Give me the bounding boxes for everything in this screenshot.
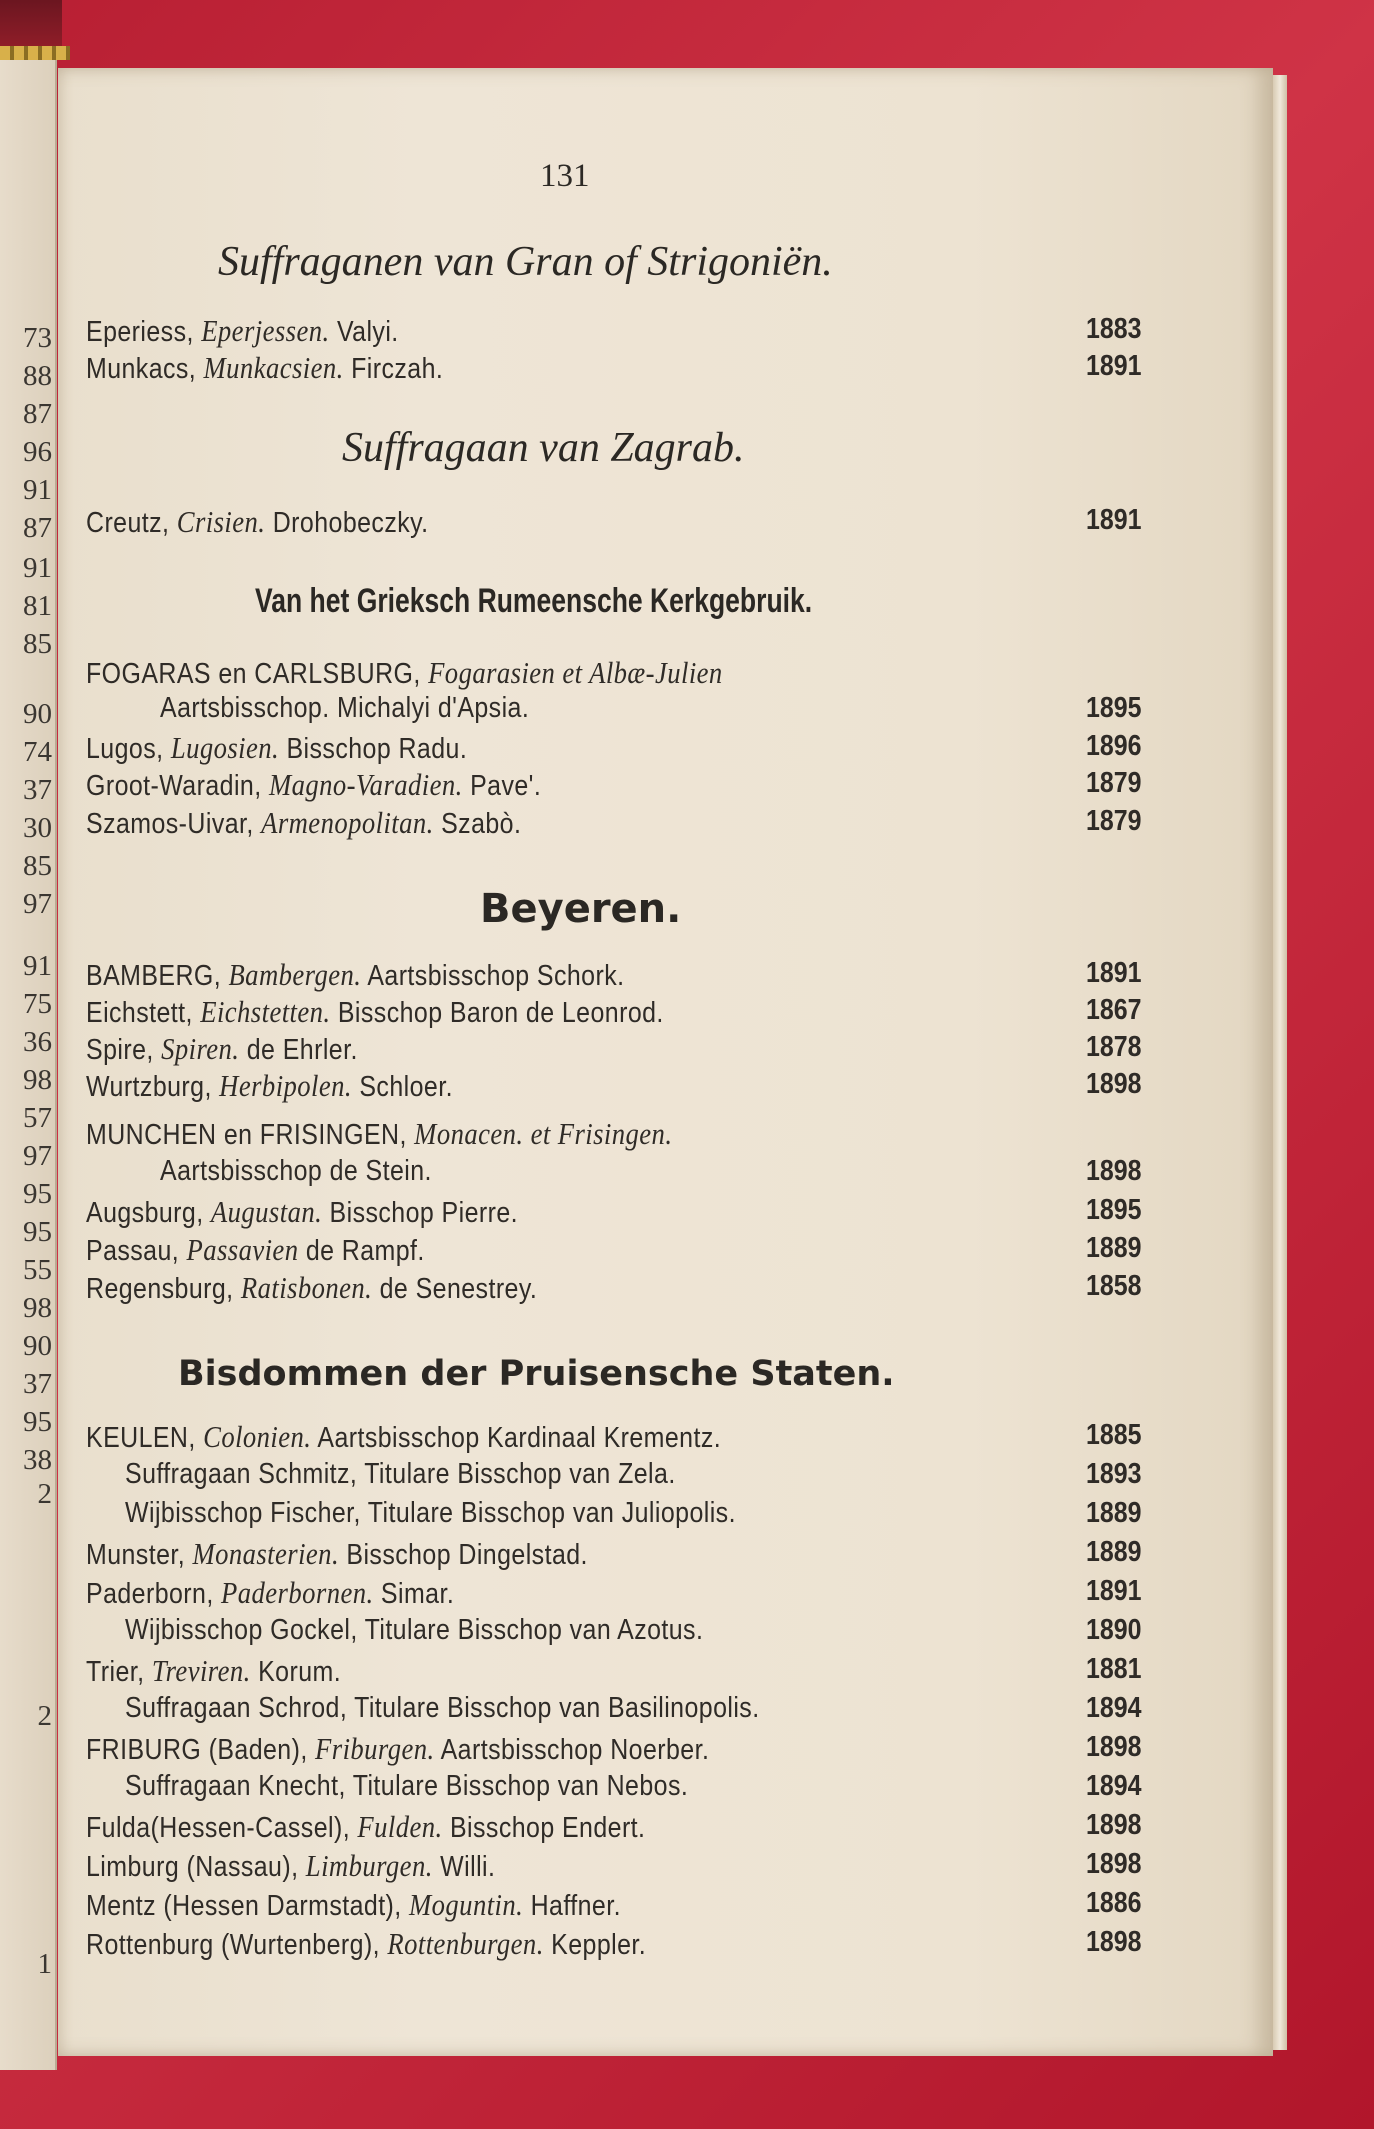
section-heading: Suffragaan van Zagrab. [342, 425, 745, 471]
section-heading: Bisdommen der Pruisensche Staten. [178, 1354, 895, 1394]
year: 1889 [1086, 1497, 1142, 1529]
year: 1891 [1086, 957, 1142, 989]
year: 1885 [1086, 1419, 1142, 1451]
year: 1858 [1086, 1270, 1142, 1302]
year: 1889 [1086, 1536, 1142, 1568]
prev-page-number: 1 [37, 1948, 52, 1980]
prev-page-number: 98 [23, 1064, 52, 1096]
year: 1893 [1086, 1458, 1142, 1490]
prev-page-number: 97 [23, 888, 52, 920]
page-number: 131 [540, 158, 590, 194]
year: 1898 [1086, 1731, 1142, 1763]
prev-page-number: 95 [23, 1406, 52, 1438]
prev-page-number: 85 [23, 628, 52, 660]
prev-page-number: 95 [23, 1216, 52, 1248]
prev-page-number: 91 [23, 474, 52, 506]
year: 1896 [1086, 730, 1142, 762]
year: 1898 [1086, 1848, 1142, 1880]
prev-page-number: 81 [23, 590, 52, 622]
prev-page-number: 30 [23, 812, 52, 844]
year: 1895 [1086, 1194, 1142, 1226]
spine-gilding [0, 46, 70, 60]
prev-page-number: 88 [23, 360, 52, 392]
prev-page-number: 75 [23, 988, 52, 1020]
prev-page-number: 36 [23, 1026, 52, 1058]
prev-page-number: 74 [23, 736, 52, 768]
year: 1890 [1086, 1614, 1142, 1646]
prev-page-number: 38 [23, 1444, 52, 1476]
year: 1886 [1086, 1887, 1142, 1919]
year: 1881 [1086, 1653, 1142, 1685]
year: 1898 [1086, 1068, 1142, 1100]
year: 1891 [1086, 504, 1142, 536]
prev-page-number: 2 [37, 1478, 52, 1510]
year: 1898 [1086, 1155, 1142, 1187]
prev-page-number: 85 [23, 850, 52, 882]
prev-page-number: 55 [23, 1254, 52, 1286]
year: 1894 [1086, 1692, 1142, 1724]
year: 1889 [1086, 1232, 1142, 1264]
year: 1898 [1086, 1926, 1142, 1958]
section-heading: Suffraganen van Gran of Strigoniën. [218, 239, 833, 285]
prev-page-number: 90 [23, 1330, 52, 1362]
year: 1883 [1086, 313, 1142, 345]
prev-page-number: 87 [23, 398, 52, 430]
year: 1867 [1086, 994, 1142, 1026]
year: 1878 [1086, 1031, 1142, 1063]
prev-page-number: 37 [23, 774, 52, 806]
prev-page-number: 37 [23, 1368, 52, 1400]
prev-page-number: 57 [23, 1102, 52, 1134]
prev-page-number: 98 [23, 1292, 52, 1324]
prev-page-number: 91 [23, 950, 52, 982]
prev-page-number: 90 [23, 698, 52, 730]
prev-page-number: 96 [23, 436, 52, 468]
year: 1891 [1086, 1575, 1142, 1607]
page-edge [1273, 75, 1287, 2050]
prev-page-number: 91 [23, 552, 52, 584]
prev-page-number: 87 [23, 512, 52, 544]
prev-page-number: 95 [23, 1178, 52, 1210]
year: 1895 [1086, 692, 1142, 724]
year: 1894 [1086, 1770, 1142, 1802]
year: 1891 [1086, 350, 1142, 382]
section-heading: Van het Grieksch Rumeensche Kerkgebruik. [255, 582, 813, 620]
year: 1898 [1086, 1809, 1142, 1841]
prev-page-number: 2 [37, 1700, 52, 1732]
year: 1879 [1086, 767, 1142, 799]
prev-page-number: 73 [23, 322, 52, 354]
year: 1879 [1086, 805, 1142, 837]
prev-page-number: 97 [23, 1140, 52, 1172]
section-heading: Beyeren. [480, 886, 682, 932]
previous-page-edge [0, 60, 57, 2070]
